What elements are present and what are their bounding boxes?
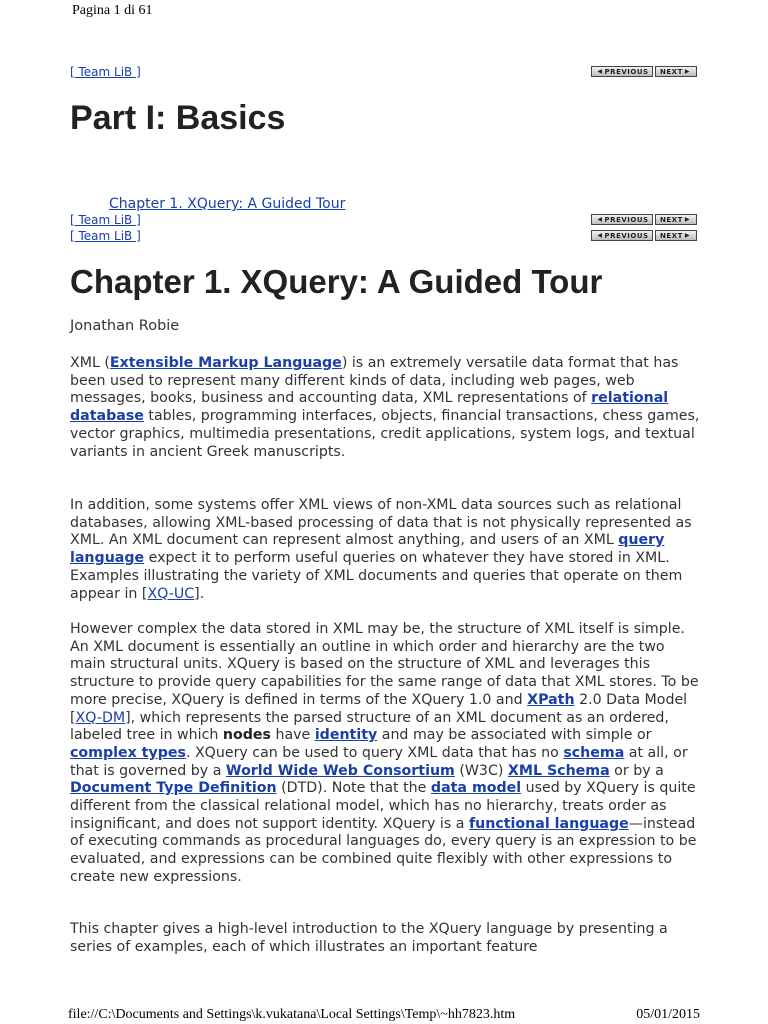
link-w3c[interactable]: World Wide Web Consortium (225, 762, 455, 779)
right-arrow-icon: ▶ (684, 68, 690, 75)
team-lib-link-3[interactable]: [ Team LiB ] (70, 229, 141, 243)
paragraph-1: XML (Extensible Markup Language) is an extremely versatile data format that has been used to represent many different kinds of data, including web pages, web messages, books, business and accounting data, XML representations of relational database tables, programming interfaces, objects, financial transactions, chess games, vector graphics, multimedia presentations, credit applications, system logs, and textual variants in ancient Greek manuscripts. (70, 355, 700, 460)
left-arrow-icon: ◀ (597, 216, 603, 223)
next-button-3[interactable] (655, 230, 697, 241)
link-relational-database[interactable]: relational database (70, 390, 669, 425)
link-dtd[interactable]: Document Type Definition (70, 780, 277, 797)
next-label: NEXT (660, 215, 683, 224)
left-arrow-icon: ◀ (597, 68, 603, 75)
next-label: NEXT (660, 67, 683, 76)
paragraph-2: In addition, some systems offer XML views of non-XML data sources such as relational databases, allowing XML-based processing of data that is not physically represented as XML. An XML document can represent almost anything, and users of an XML query language expect it to perform useful queries on whatever they have stored in XML. Examples illustrating the variety of XML documents and queries that operate on them appear in [XQ-UC]. (70, 497, 692, 602)
team-lib-link[interactable]: [ Team LiB ] (70, 65, 141, 79)
toc-chapter-link[interactable]: Chapter 1. XQuery: A Guided Tour (109, 196, 346, 212)
previous-button-3[interactable] (591, 230, 653, 241)
term-nodes: nodes (222, 727, 271, 744)
next-button[interactable] (655, 66, 697, 77)
print-file-path: file://C:\Documents and Settings\k.vukatana\Local Settings\Temp\~hh7823.htm (68, 1007, 516, 1022)
link-complex-types[interactable]: complex types (70, 744, 186, 761)
paragraph-3: However complex the data stored in XML may be, the structure of XML itself is simple. An XML document is essentially an outline in which order and hierarchy are the two main structural units. XQuery is based on the structure of XML and leverages this structure to provide query capabilities for the same range of data that XML stores. To be more precise, XQuery is defined in terms of the XQuery 1.0 and XPath 2.0 Data Model [XQ-DM], which represents the parsed structure of an XML document as an ordered, labeled tree in which nodes have identity and may be associated with simple or complex types. XQuery can be used to query XML data that has no schema at all, or that is governed by a World Wide Web Consortium (W3C) XML Schema or by a Document Type Definition (DTD). Note that the data model used by XQuery is quite different from the classical relational model, which has no hierarchy, treats order as insignificant, and does not support identity. XQuery is a functional language—instead of executing commands as procedural languages do, every query is an expression to be evaluated, and expressions can be combined quite flexibly with other expressions to create new expressions. (70, 621, 699, 885)
link-xpath[interactable]: XPath (527, 691, 575, 708)
link-extensible-markup-language[interactable]: Extensible Markup Language (109, 355, 342, 371)
print-page-label: Pagina 1 di 61 (72, 3, 153, 18)
previous-label: PREVIOUS (604, 67, 649, 76)
right-arrow-icon: ▶ (684, 232, 690, 239)
link-schema[interactable]: schema (563, 744, 625, 761)
chapter-title: Chapter 1. XQuery: A Guided Tour (70, 263, 603, 300)
nav-buttons-3 (591, 230, 697, 241)
link-functional-language[interactable]: functional language (468, 815, 629, 832)
team-lib-link-2[interactable]: [ Team LiB ] (70, 213, 141, 227)
previous-button[interactable] (591, 66, 653, 77)
right-arrow-icon: ▶ (684, 216, 690, 223)
author-name: Jonathan Robie (70, 318, 180, 334)
next-label: NEXT (660, 231, 683, 240)
nav-buttons (591, 66, 697, 77)
left-arrow-icon: ◀ (597, 232, 603, 239)
previous-label: PREVIOUS (604, 231, 649, 240)
link-xq-uc[interactable]: XQ-UC (147, 585, 195, 602)
paragraph-4: This chapter gives a high-level introduction to the XQuery language by presenting a series of examples, each of which illustrates an important feature (70, 921, 668, 955)
next-button-2[interactable] (655, 214, 697, 225)
part-title: Part I: Basics (70, 99, 286, 137)
previous-label: PREVIOUS (604, 215, 649, 224)
print-date: 05/01/2015 (636, 1007, 700, 1022)
nav-buttons-2 (591, 214, 697, 225)
link-data-model[interactable]: data model (430, 780, 522, 797)
previous-button-2[interactable] (591, 214, 653, 225)
link-xml-schema[interactable]: XML Schema (507, 762, 610, 779)
link-identity[interactable]: identity (314, 727, 378, 744)
link-query-language[interactable]: query language (70, 532, 665, 567)
link-xq-dm[interactable]: XQ-DM (75, 709, 126, 726)
